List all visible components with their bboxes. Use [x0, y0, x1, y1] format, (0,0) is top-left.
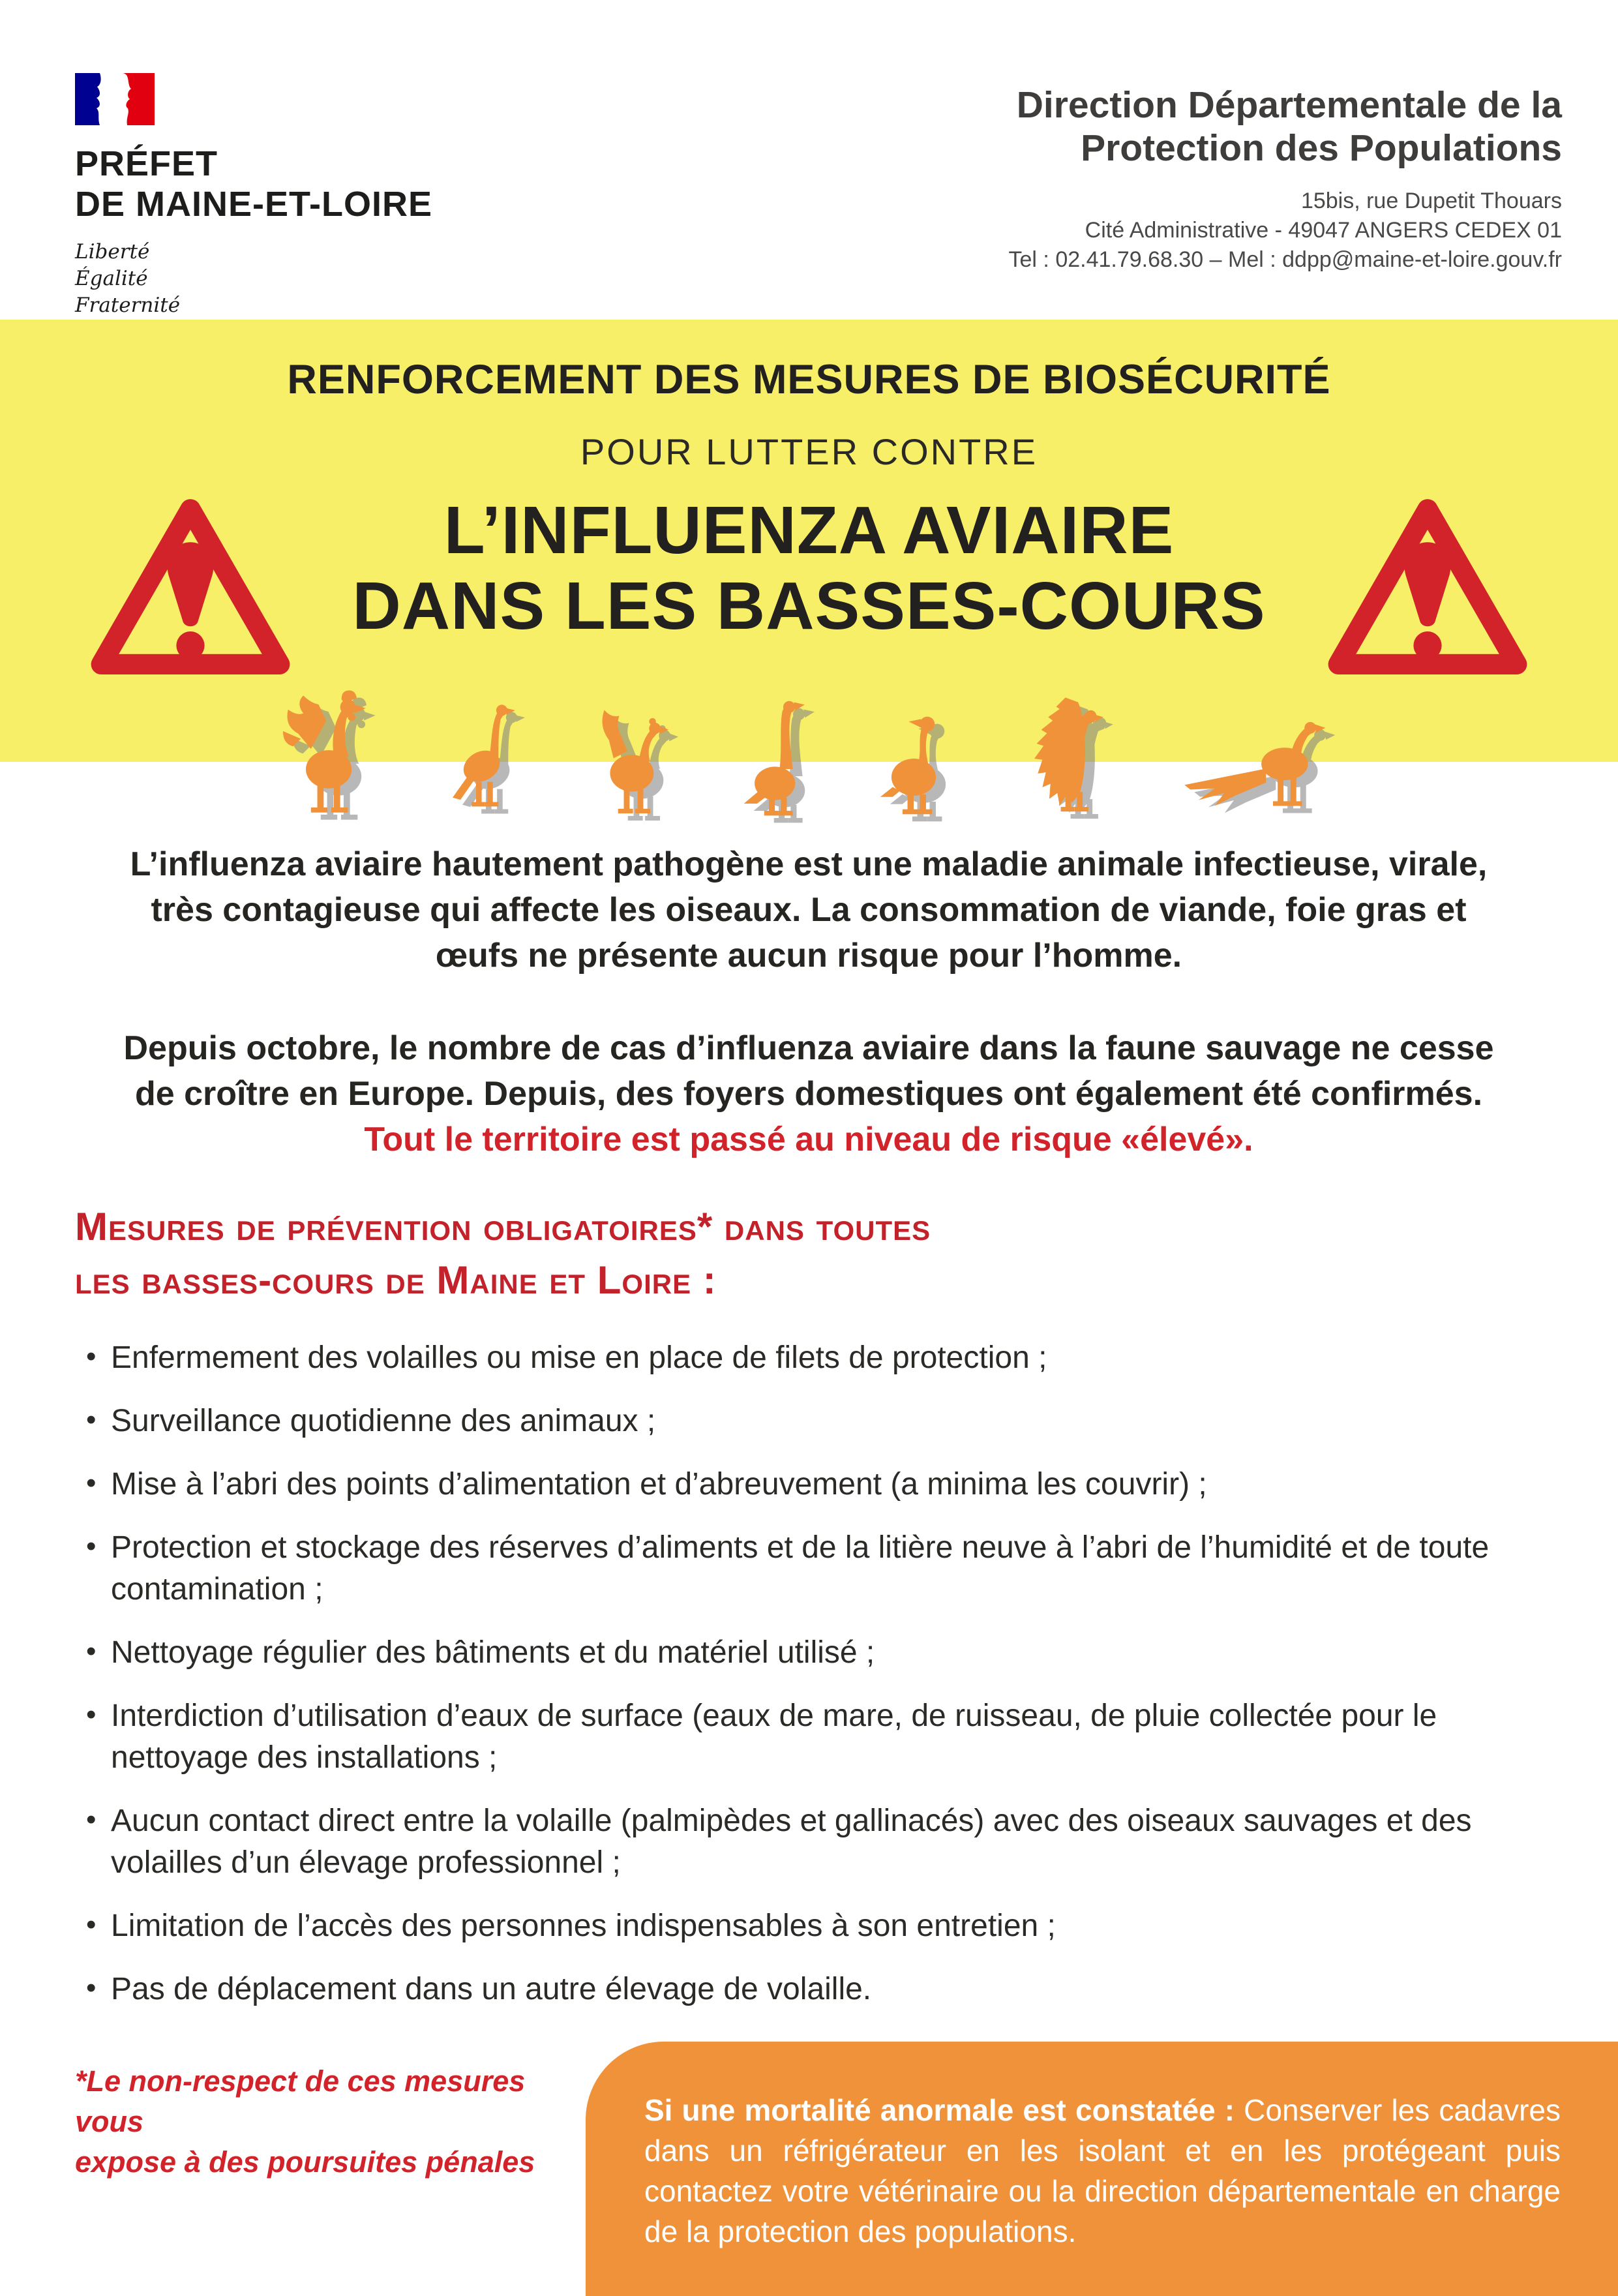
measures-heading [75, 1200, 931, 1307]
risk-level-warning-text: Tout le territoire est passé au niveau de risque «élevé». [364, 1121, 1253, 1158]
measure-item-feeding-points: • Mise à l’abri des points d’alimentation et d’abreuvement (a minima les couvrir) ; [83, 1464, 1544, 1505]
address-city: Cité Administrative - 49047 ANGERS CEDEX 01 [1085, 218, 1562, 243]
penalty-note-line1: *Le non-respect de ces mesures vous [75, 2064, 526, 2138]
french-flag-marianne-icon [75, 73, 155, 125]
rooster-icon [280, 690, 382, 818]
mortality-alert-body: Conserver les cadavres dans un réfrigérateur en les isolant et en les protégeant puis contactez votre vétérinaire ou la direction départementale en charge de la protection des populations. [644, 2093, 1561, 2248]
address-contact: Tel : 02.41.79.68.30 – Mel : ddpp@maine-et-loire.gouv.fr [1008, 247, 1562, 272]
mortality-alert-text [644, 2090, 1561, 2252]
turkey-poult-icon [445, 697, 523, 818]
measures-heading-line1: Mesures de prévention obligatoires* dans toutes [75, 1205, 931, 1248]
direction-title [1009, 83, 1562, 170]
prefecture-name-line2: DE MAINE-ET-LOIRE [75, 185, 433, 224]
motto-egalite: Égalité [75, 267, 148, 290]
mortality-alert-box [586, 2042, 1618, 2296]
measure-item-confinement: • Enfermement des volailles ou mise en place de filets de protection ; [83, 1337, 1544, 1379]
hen-icon [586, 703, 677, 818]
pheasant-icon [1175, 712, 1338, 818]
measure-item-surface-water: • Interdiction d’utilisation d’eaux de surface (eaux de mare, de ruisseau, de pluie collectée pour le nettoyage des installations ; [83, 1695, 1544, 1779]
republic-motto [75, 239, 532, 319]
banner-title-reinforcement: RENFORCEMENT DES MESURES DE BIOSÉCURITÉ [287, 357, 1331, 402]
measure-item-cleaning: • Nettoyage régulier des bâtiments et du matériel utilisé ; [83, 1632, 1544, 1674]
measure-item-no-movement: • Pas de déplacement dans un autre élevage de volaille. [83, 1969, 1544, 2010]
warning-triangle-icon-right [1318, 488, 1537, 697]
banner-title-basses-cours: DANS LES BASSES-COURS [352, 568, 1266, 643]
goose-icon [740, 693, 813, 818]
direction-title-line2: Protection des Populations [1081, 127, 1562, 169]
tom-turkey-icon [1015, 689, 1113, 818]
prefecture-name-line1: PRÉFET [75, 144, 218, 183]
intro-paragraph-disease: L’influenza aviaire hautement pathogène est une maladie animale infectieuse, virale, très contagieuse qui affecte les oiseaux. La consommation de viande, foie gras et œufs ne présente aucun risque pour l’homme. [130, 845, 1488, 974]
measure-item-access-limit: • Limitation de l’accès des personnes indispensables à son entretien ; [83, 1905, 1544, 1947]
penalty-note [75, 2061, 584, 2183]
motto-fraternite: Fraternité [75, 294, 181, 317]
measures-list [83, 1337, 1544, 2032]
direction-header-block [1009, 83, 1562, 275]
prefecture-logo-block [75, 73, 532, 319]
motto-liberte: Liberté [75, 240, 150, 264]
banner-title-influenza: L’INFLUENZA AVIAIRE [443, 492, 1175, 567]
measures-heading-line2: les basses-cours de Maine et Loire : [75, 1258, 717, 1302]
penalty-note-line2: expose à des poursuites pénales [75, 2145, 535, 2179]
duck-icon [875, 701, 952, 818]
warning-triangle-icon-left [81, 488, 300, 697]
measure-item-feed-storage: • Protection et stockage des réserves d’aliments et de la litière neuve à l’abri de l’humidité et de toute contamination ; [83, 1527, 1544, 1610]
banner-subtitle-pour-lutter: POUR LUTTER CONTRE [580, 431, 1038, 472]
address-street: 15bis, rue Dupetit Thouars [1300, 189, 1562, 213]
mortality-alert-lead: Si une mortalité anormale est constatée : [644, 2093, 1235, 2127]
measure-item-surveillance: • Surveillance quotidienne des animaux ; [83, 1400, 1544, 1442]
poultry-silhouettes-row [0, 680, 1618, 818]
intro-paragraph-situation [114, 1025, 1503, 1162]
direction-address [1009, 187, 1562, 275]
measure-item-no-contact: • Aucun contact direct entre la volaille (palmipèdes et gallinacés) avec des oiseaux sauvages et des volailles d’un élevage professionnel ; [83, 1800, 1544, 1884]
direction-title-line1: Direction Départementale de la [1016, 84, 1562, 126]
situation-text: Depuis octobre, le nombre de cas d’influenza aviaire dans la faune sauvage ne cesse de croître en Europe. Depuis, des foyers domestiques ont également été confirmés. [123, 1029, 1494, 1113]
